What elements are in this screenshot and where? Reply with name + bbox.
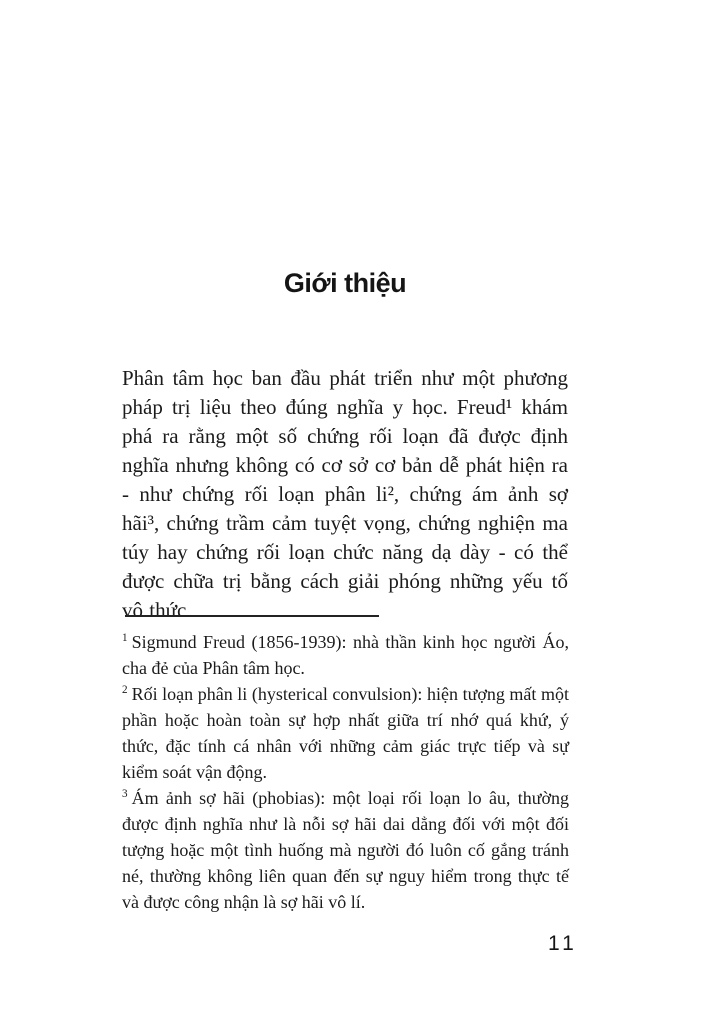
footnote-text: Ám ảnh sợ hãi (phobias): một loại rối loạn lo âu, thường được định nghĩa như là nỗi sợ hãi dai dẳng đối với một đối tượng hoặc một tình huống mà người đó luôn cố gắng tránh né, thường không liên quan đến sự nguy hiểm trong thực tế và được công nhận là sợ hãi vô lí.: [122, 788, 569, 912]
body-paragraph: Phân tâm học ban đầu phát triển như một phương pháp trị liệu theo đúng nghĩa y học. Freud¹ khám phá ra rằng một số chứng rối loạn đã được định nghĩa nhưng không có cơ sở cơ bản dễ phát hiện ra - như chứng rối loạn phân li², chứng ám ảnh sợ hãi³, chứng trầm cảm tuyệt vọng, chứng nghiện ma túy hay chứng rối loạn chức năng dạ dày - có thể được chữa trị bằng cách giải phóng những yếu tố vô thức: [122, 366, 568, 622]
footnote-text: Rối loạn phân li (hysterical convulsion): hiện tượng mất một phần hoặc hoàn toàn sự hợp nhất giữa trí nhớ quá khứ, ý thức, đặc tính cá nhân với những cảm giác trực tiếp và sự kiểm soát vận động.: [122, 684, 569, 782]
footnote-marker: 3: [122, 788, 128, 800]
footnote: [122, 785, 569, 915]
chapter-title: Giới thiệu: [283, 268, 407, 298]
footnote-marker: 1: [122, 632, 128, 644]
page-number: 11: [548, 932, 578, 955]
footnotes-section: [122, 629, 569, 915]
footnote-text: Sigmund Freud (1856-1939): nhà thần kinh học người Áo, cha đẻ của Phân tâm học.: [122, 632, 569, 678]
footnote: [122, 681, 569, 785]
footnote-separator: [125, 615, 379, 617]
footnote: [122, 629, 569, 681]
footnote-marker: 2: [122, 684, 128, 696]
